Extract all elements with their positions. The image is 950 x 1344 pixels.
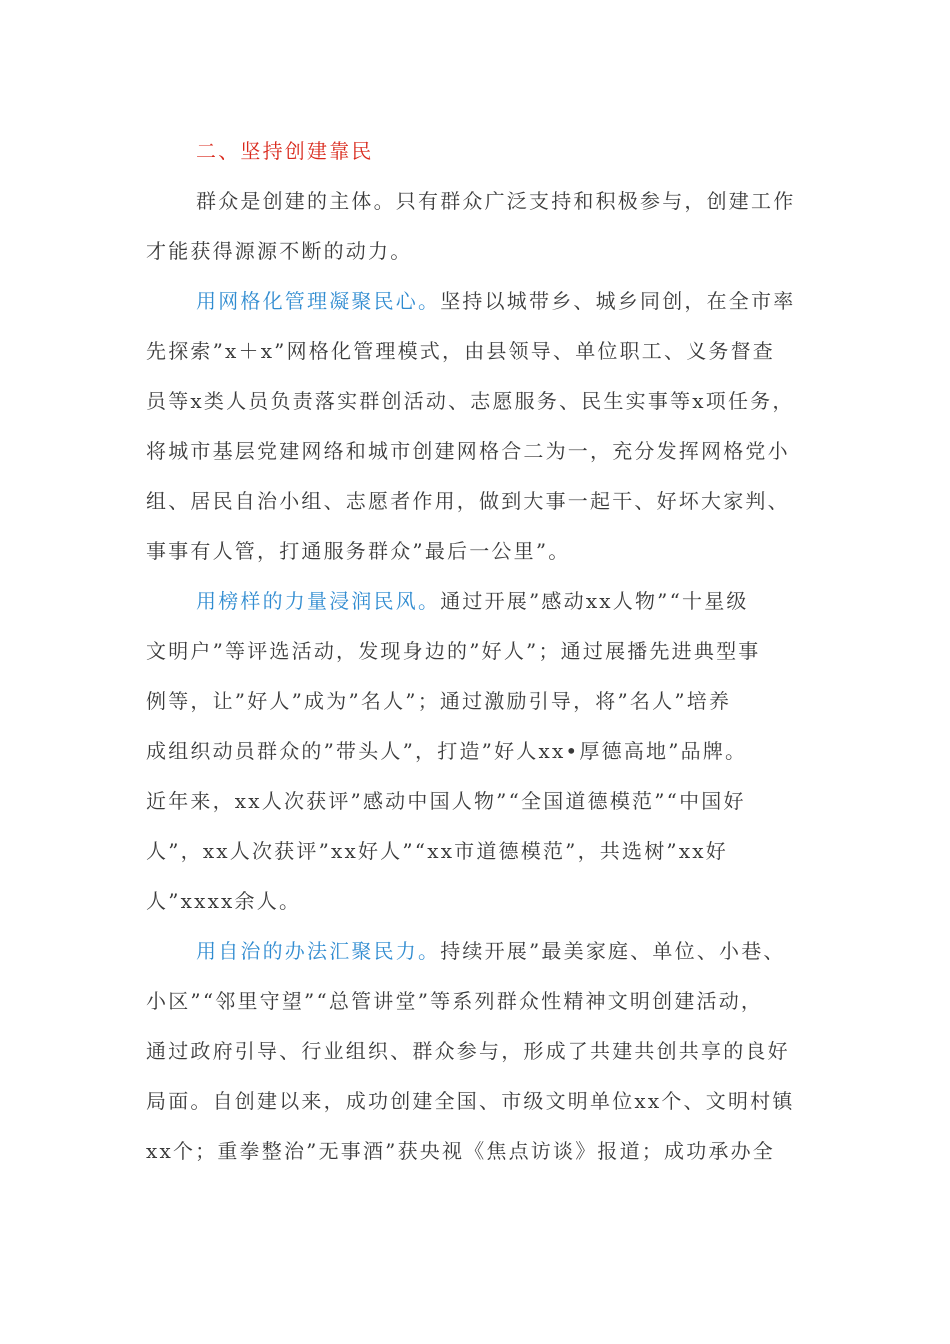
- para2-line: 人”，xx人次获评”xx好人”“xx市道德模范”，共选树”xx好: [146, 839, 728, 863]
- para2-first-rest: 通过开展”感动xx人物”“十星级: [440, 589, 749, 613]
- para2-line: 例等，让”好人”成为”名人”；通过激励引导，将”名人”培养: [146, 689, 732, 713]
- para2-line: 人”xxxx余人。: [146, 889, 302, 913]
- section-heading: 二、坚持创建靠民: [196, 139, 374, 163]
- para1-heading: 用网格化管理凝聚民心。: [196, 289, 441, 313]
- para2-heading: 用榜样的力量浸润民风。: [196, 589, 441, 613]
- para3-first-line: [196, 936, 806, 966]
- para1-line: 组、居民自治小组、志愿者作用，做到大事一起干、好坏大家判、: [146, 489, 790, 513]
- intro-line-1: 群众是创建的主体。只有群众广泛支持和积极参与，创建工作: [196, 189, 796, 213]
- intro-line-2: 才能获得源源不断的动力。: [146, 239, 413, 263]
- para3-line: 局面。自创建以来，成功创建全国、市级文明单位xx个、文明村镇: [146, 1089, 795, 1113]
- para2-first-line: [196, 586, 806, 616]
- para1-first-rest: 坚持以城带乡、城乡同创，在全市率: [440, 289, 796, 313]
- para2-line: 成组织动员群众的”带头人”，打造”好人xx•厚德高地”品牌。: [146, 739, 748, 763]
- para2-line: 近年来，xx人次获评”感动中国人物”“全国道德模范”“中国好: [146, 789, 746, 813]
- para1-line: 事事有人管，打通服务群众”最后一公里”。: [146, 539, 571, 563]
- para2-line: 文明户”等评选活动，发现身边的”好人”；通过展播先进典型事: [146, 639, 761, 663]
- para1-first-line: [196, 286, 806, 316]
- para1-line: 将城市基层党建网络和城市创建网格合二为一，充分发挥网格党小: [146, 439, 790, 463]
- para1-line: 先探索”x＋x”网格化管理模式，由县领导、单位职工、义务督查: [146, 339, 776, 363]
- para3-line: 小区”“邻里守望”“总管讲堂”等系列群众性精神文明创建活动，: [146, 989, 764, 1013]
- para3-first-rest: 持续开展”最美家庭、单位、小巷、: [440, 939, 786, 963]
- para1-line: 员等x类人员负责落实群创活动、志愿服务、民生实事等x项任务，: [146, 389, 795, 413]
- para3-line: 通过政府引导、行业组织、群众参与，形成了共建共创共享的良好: [146, 1039, 790, 1063]
- para3-line: xx个；重拳整治”无事酒”获央视《焦点访谈》报道；成功承办全: [146, 1139, 776, 1163]
- para3-heading: 用自治的办法汇聚民力。: [196, 939, 441, 963]
